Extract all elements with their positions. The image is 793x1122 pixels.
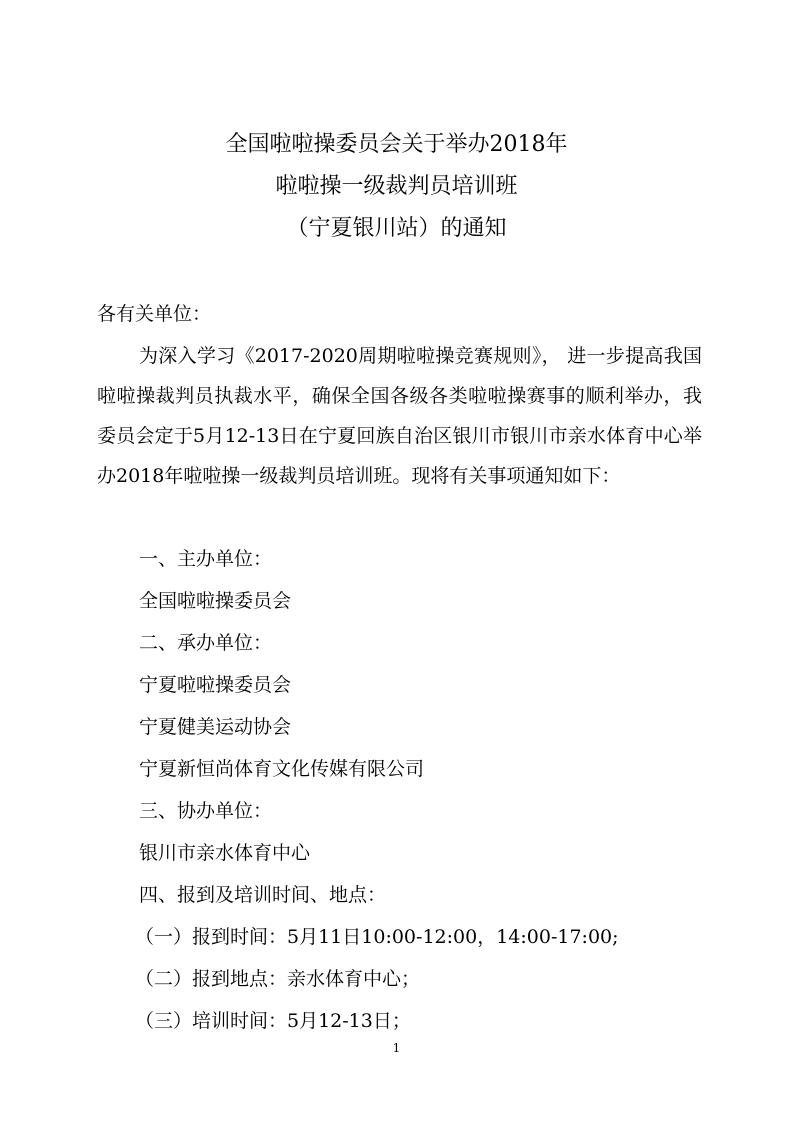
assistant-heading: 三、协办单位：	[139, 800, 273, 822]
schedule-item: （一）报到时间：5月11日10:00-12:00，14:00-17:00;	[135, 926, 619, 948]
notice-title-line-2: 啦啦操一级裁判员培训班	[275, 174, 518, 199]
notice-title-line-1: 全国啦啦操委员会关于举办2018年	[225, 132, 568, 157]
organizer-heading: 一、主办单位：	[139, 548, 273, 570]
assistant-name: 银川市亲水体育中心	[139, 842, 311, 864]
undertaker-name: 宁夏啦啦操委员会	[139, 674, 292, 696]
organizer-name: 全国啦啦操委员会	[139, 590, 292, 612]
notice-items	[135, 538, 739, 1042]
undertaker-heading: 二、承办单位：	[139, 632, 273, 654]
schedule-item: （二）报到地点：亲水体育中心；	[135, 968, 421, 990]
undertaker-name: 宁夏健美运动协会	[139, 716, 292, 738]
page-number: 1	[392, 1041, 401, 1055]
salutation: 各有关单位：	[97, 303, 212, 325]
schedule-heading: 四、报到及培训时间、地点：	[139, 884, 387, 906]
notice-title-line-3: （宁夏银川站）的通知	[286, 216, 507, 241]
schedule-item: （三）培训时间：5月12-13日；	[135, 1010, 411, 1032]
intro-paragraph: 为深入学习《2017-2020周期啦啦操竞赛规则》， 进一步提高我国啦啦操裁判员执裁水平，确保全国各级各类啦啦操赛事的顺利举办，我委员会定于5月12-13日在宁夏回族自治区银川市银川市亲水体育中心举办2018年啦啦操一级裁判员培训班。现将有关事项通知如下：	[97, 345, 702, 487]
undertaker-name: 宁夏新恒尚体育文化传媒有限公司	[139, 758, 425, 780]
